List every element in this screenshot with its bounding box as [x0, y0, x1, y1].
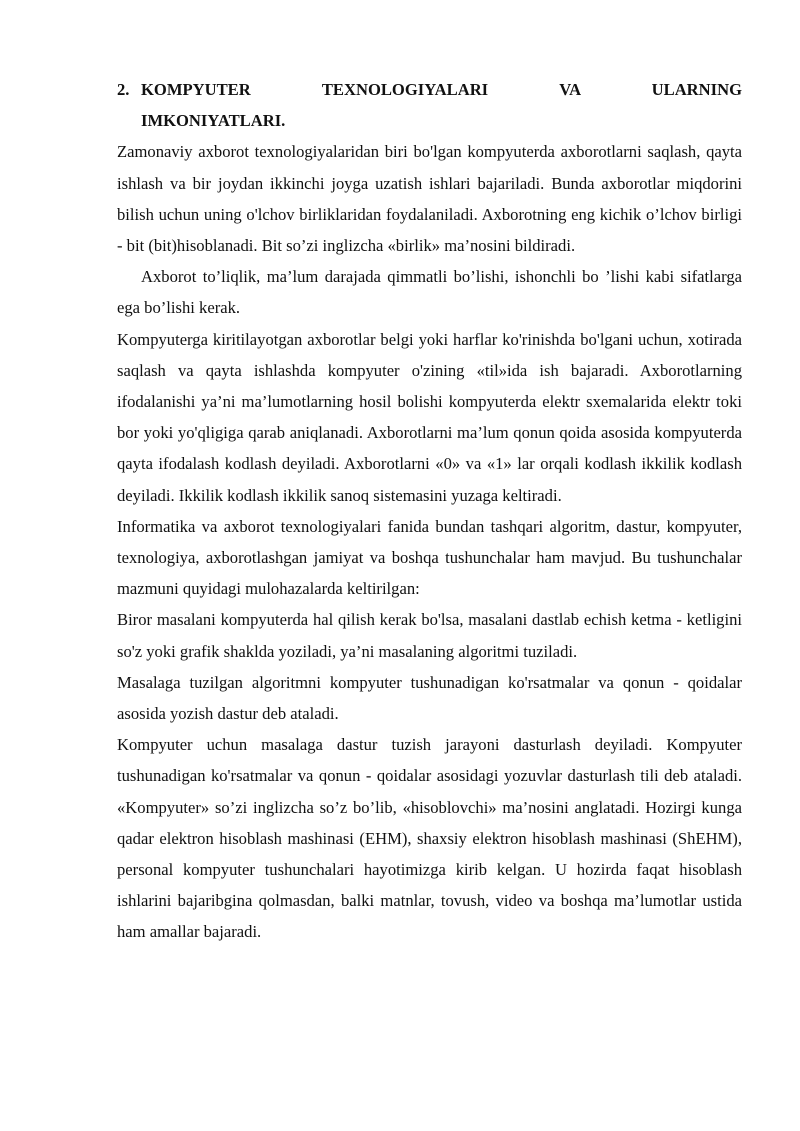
paragraph-concepts: Informatika va axborot texnologiyalari fanida bundan tashqari algoritm, dastur, kompyuter, texnologiya, axborotlashgan jamiyat va boshqa tushunchalar ham mavjud. Bu tushunchalar mazmuni quyidagi mulohazalarda keltirilgan:	[117, 516, 742, 599]
paragraph-intro: Zamonaviy axborot texnologiyalaridan biri bo'lgan kompyuterda axborotlarni saqlash, qayta ishlash va bir joydan ikkinchi joyga uzatish ishlari bajariladi. Bunda axborotlar miqdorini bilish uchun uning o'lchov birliklaridan foydalaniladi. Axborotning eng kichik o’lchov birligi - bit (bit)hisoblanadi. Bit so’zi inglizcha «birlik» ma’nosini bildiradi.	[117, 142, 742, 256]
paragraph-algorithm: Biror masalani kompyuterda hal qilish kerak bo'lsa, masalani dastlab echish ketma - ketligini so'z yoki grafik shaklda yoziladi, ya’ni masalaning algoritmi tuziladi.	[117, 610, 742, 661]
paragraph-program: Masalaga tuzilgan algoritmni kompyuter tushunadigan ko'rsatmalar va qonun - qoidalar asosida yozish dastur deb ataladi.	[117, 672, 742, 724]
paragraph-programming: Kompyuter uchun masalaga dastur tuzish jarayoni dasturlash deyiladi. Kompyuter tushunadigan ko'rsatmalar va qonun - qoidalar asosidagi yozuvlar dasturlash tili deb ataladi. «Kompyuter» so’zi inglizcha so’z bo’lib, «hisoblovchi» ma’nosini anglatadi. Hozirgi kunga qadar elektron hisoblash mashinasi (EHM), shaxsiy elektron hisoblash mashinasi (ShEHM), personal kompyuter tushunchalari hayotimizga kirib kelgan. U hozirda faqat hisoblash ishlarini bajaribgina qolmasdan, balki matnlar, tovush, video va boshqa ma’lumotlar ustida ham amallar bajaradi.	[117, 735, 742, 942]
heading-title-line2: IMKONIYATLARI.	[141, 111, 286, 131]
heading-title-line1: KOMPYUTER TEXNOLOGIYALARI VA ULARNING	[141, 80, 742, 99]
heading-title	[141, 74, 742, 136]
section-heading	[117, 74, 742, 136]
document-page	[117, 74, 742, 948]
paragraph-qualities: Axborot to’liqlik, ma’lum darajada qimmatli bo’lishi, ishonchli bo ’lishi kabi sifatlarga ega bo’lishi kerak.	[117, 267, 742, 318]
heading-number: 2.	[117, 80, 130, 99]
paragraph-encoding: Kompyuterga kiritilayotgan axborotlar belgi yoki harflar ko'rinishda bo'lgani uchun, xotirada saqlash va qayta ishlashda kompyuter o'zining «til»ida ish bajaradi. Axborotlarning ifodalanishi ya’ni ma’lumotlarning hosil bolishi kompyuterda elektr sxemalarida elektr toki bor yoki yo'qligiga qarab aniqlanadi. Axborotlarni ma’lum qonun qoida asosida kompyuterda qayta ifodalash kodlash deyiladi. Axborotlarni «0» va «1» lar orqali kodlash ikkilik kodlash deyiladi. Ikkilik kodlash ikkilik sanoq sistemasini yuzaga keltiradi.	[117, 329, 742, 505]
